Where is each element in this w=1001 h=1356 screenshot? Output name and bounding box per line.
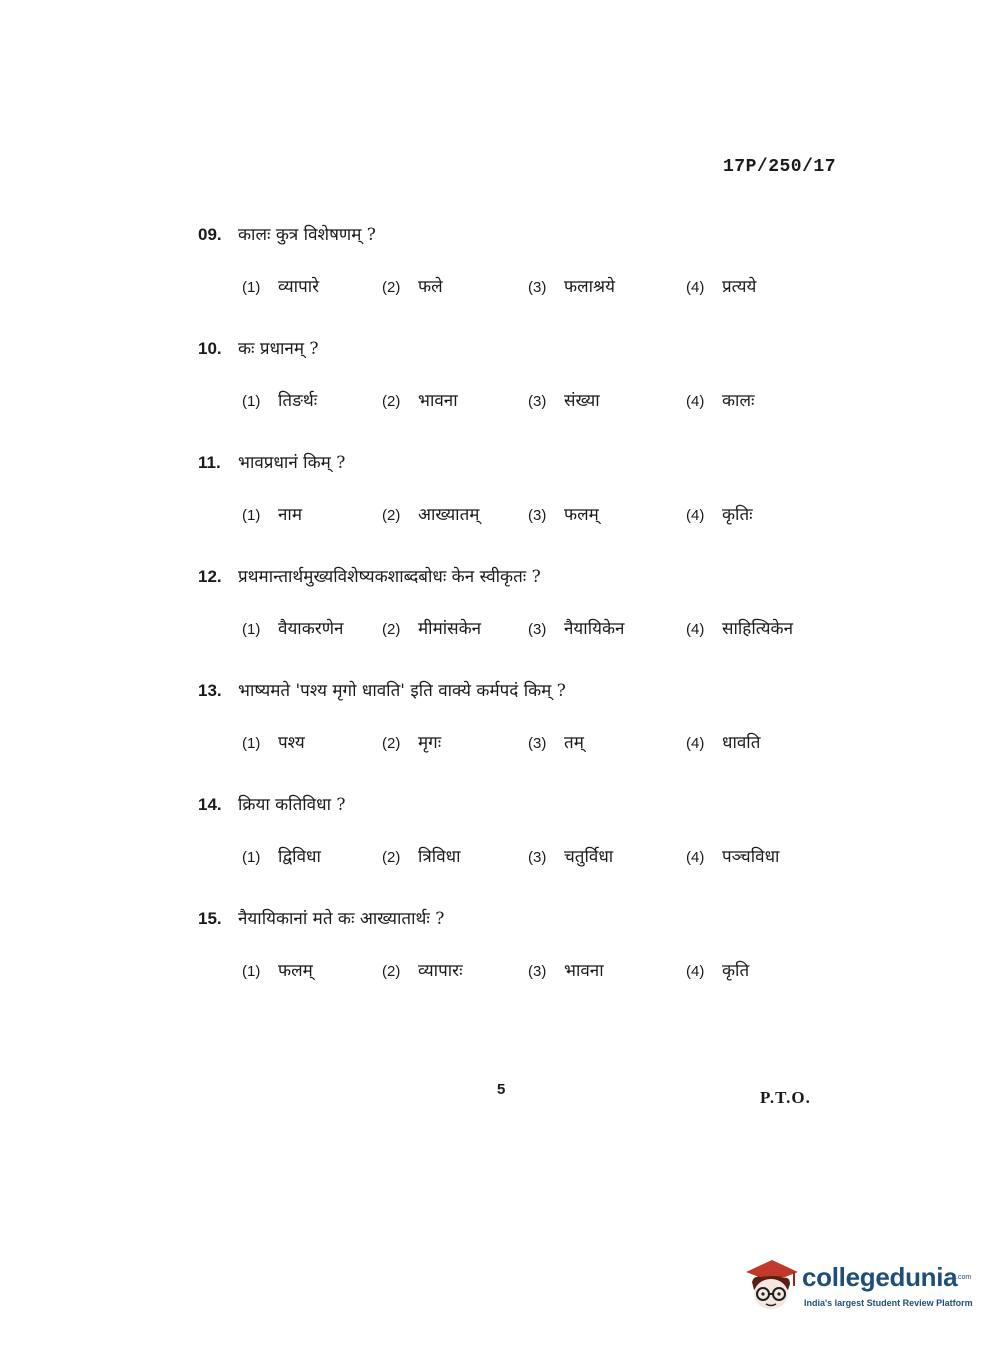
option-number: (2) [382,279,401,296]
option-text: भावना [564,961,604,981]
option-item [242,730,305,753]
option-text: धावति [722,733,761,753]
option-item [686,274,756,297]
option-number: (3) [528,393,547,410]
option-list [242,844,842,874]
option-item [686,502,753,525]
question-line [198,564,541,587]
question-text: कालः कुत्र विशेषणम् ? [238,225,376,245]
brand-name: collegedunia [802,1262,958,1292]
question-text: भाष्यमते 'पश्य मृगो धावति' इति वाक्ये कर्मपदं किम् ? [238,681,566,701]
option-text: फलम् [278,961,313,981]
option-text: साहित्यिकेन [722,619,794,639]
option-list [242,730,842,760]
option-text: फलाश्रये [564,277,615,297]
option-text: वैयाकरणेन [278,619,344,639]
option-item [528,388,600,411]
question-item [198,792,838,906]
option-item [382,958,463,981]
option-number: (4) [686,507,705,524]
option-number: (3) [528,963,547,980]
option-item [242,616,343,639]
option-text: भावना [418,391,458,411]
option-text: मृगः [418,733,442,753]
option-text: प्रत्यये [722,277,757,297]
option-number: (1) [242,735,261,752]
option-number: (4) [686,393,705,410]
brand-tld: .com [956,1274,972,1281]
watermark-brand [742,1250,972,1320]
option-number: (1) [242,393,261,410]
option-number: (2) [382,735,401,752]
mascot-logo-icon [742,1252,800,1312]
option-text: पञ्चविधा [722,847,780,867]
option-text: चतुर्विधा [564,847,614,867]
option-number: (2) [382,963,401,980]
question-line [198,792,346,815]
option-item [382,274,443,297]
page-number: 5 [497,1081,506,1098]
question-number: 10. [198,339,222,358]
pto-label: P.T.O. [760,1088,811,1107]
option-number: (2) [382,849,401,866]
option-text: मीमांसकेन [418,619,482,639]
option-number: (2) [382,393,401,410]
option-item [242,388,317,411]
option-item [686,388,754,411]
option-text: फले [418,277,443,297]
paper-code: 17P/250/17 [723,157,837,177]
option-text: कृतिः [722,505,753,525]
option-item [382,502,479,525]
option-number: (3) [528,507,547,524]
option-text: नाम [278,505,303,525]
question-item [198,678,838,792]
option-number: (1) [242,621,261,638]
option-number: (4) [686,963,705,980]
option-number: (1) [242,279,261,296]
option-item [382,730,441,753]
question-text: प्रथमान्तार्थमुख्यविशेष्यकशाब्दबोधः केन स्वीकृतः ? [238,567,541,587]
option-list [242,616,842,646]
option-text: पश्य [278,733,305,753]
option-number: (3) [528,735,547,752]
option-number: (4) [686,279,705,296]
question-number: 13. [198,681,222,700]
question-item [198,222,838,336]
option-item [242,502,302,525]
question-number: 14. [198,795,222,814]
option-item [686,730,760,753]
option-number: (3) [528,621,547,638]
option-number: (1) [242,963,261,980]
option-text: कालः [722,391,755,411]
option-list [242,274,842,304]
option-number: (2) [382,621,401,638]
option-number: (3) [528,849,547,866]
option-item [242,844,321,867]
option-number: (3) [528,279,547,296]
option-number: (1) [242,507,261,524]
option-text: त्रिविधा [418,847,461,867]
option-text: संख्या [564,391,600,411]
question-line [198,450,345,473]
option-text: आख्यातम् [418,505,480,525]
question-line [198,336,319,359]
option-item [528,730,584,753]
option-item [528,616,624,639]
option-list [242,388,842,418]
option-number: (4) [686,621,705,638]
option-number: (1) [242,849,261,866]
option-number: (4) [686,735,705,752]
option-text: द्विविधा [278,847,321,867]
option-item [382,388,458,411]
option-text: तिङर्थः [278,391,318,411]
question-line [198,222,376,245]
question-text: क्रिया कतिविधा ? [238,795,346,815]
question-number: 11. [198,453,221,472]
option-item [528,274,615,297]
question-text: कः प्रधानम् ? [238,339,319,359]
option-text: कृति [722,961,750,981]
option-item [686,844,779,867]
option-text: व्यापारे [278,277,320,297]
option-item [242,274,319,297]
option-item [528,502,599,525]
question-text: नैयायिकानां मते कः आख्यातार्थः ? [238,909,445,929]
option-item [382,616,481,639]
question-line [198,678,566,701]
option-item [528,844,613,867]
option-item [242,958,313,981]
option-item [686,958,749,981]
option-number: (2) [382,507,401,524]
option-item [382,844,461,867]
option-text: व्यापारः [418,961,463,981]
question-number: 15. [198,909,222,928]
option-number: (4) [686,849,705,866]
question-line [198,906,444,929]
question-number: 09. [198,225,222,244]
question-item [198,450,838,564]
question-text: भावप्रधानं किम् ? [238,453,346,473]
option-text: तम् [564,733,584,753]
brand-tagline: India's largest Student Review Platform [804,1298,973,1308]
option-item [528,958,604,981]
option-item [686,616,793,639]
question-item [198,564,838,678]
question-item [198,906,838,1020]
option-text: नैयायिकेन [564,619,625,639]
question-list [198,222,838,1020]
option-text: फलम् [564,505,599,525]
question-item [198,336,838,450]
option-list [242,958,842,988]
question-number: 12. [198,567,222,586]
option-list [242,502,842,532]
